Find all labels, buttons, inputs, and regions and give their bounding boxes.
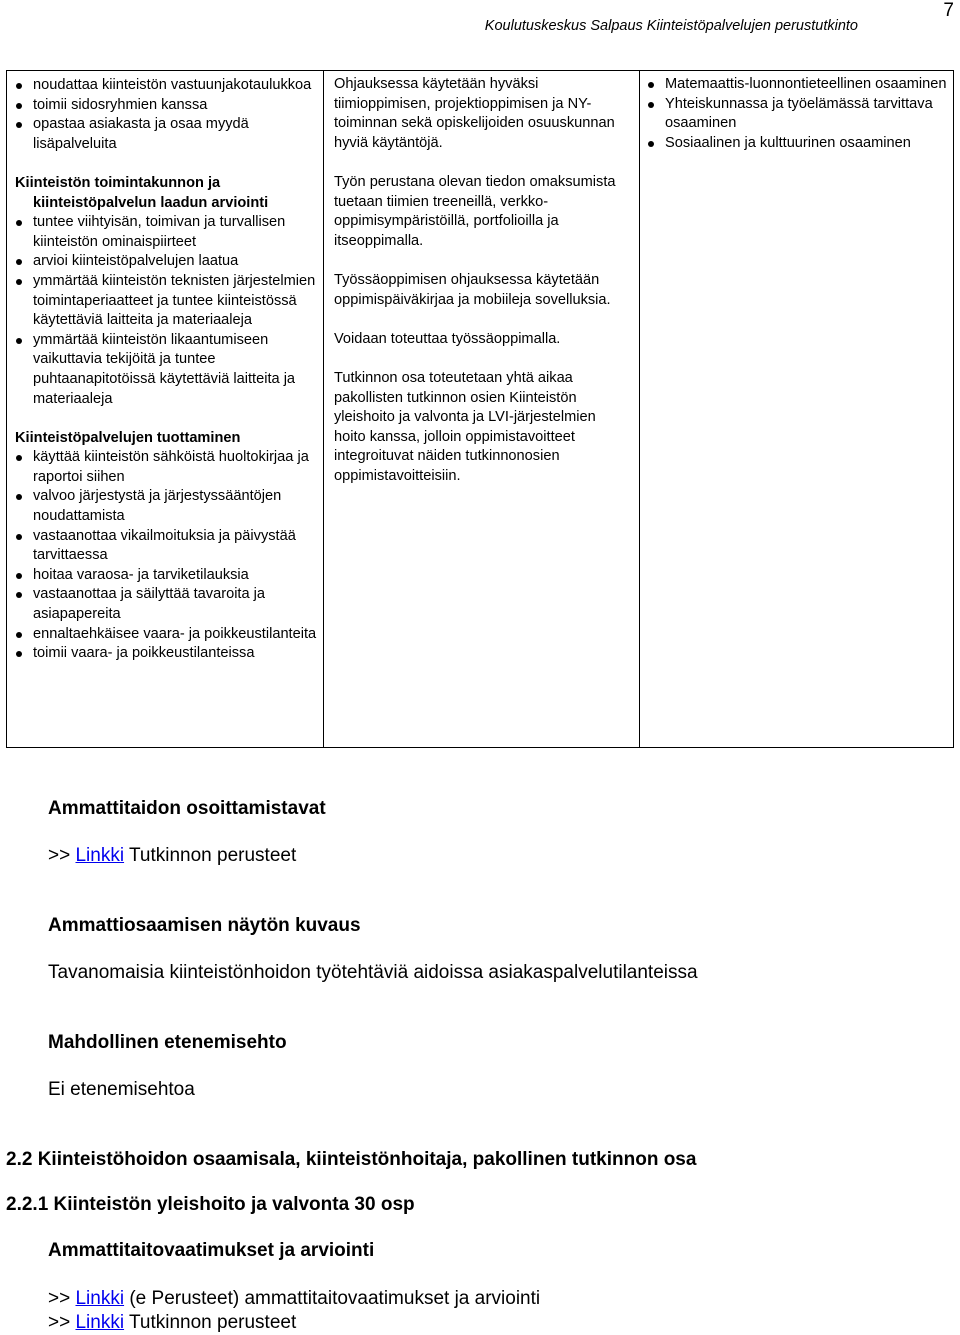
- list-item: valvoo järjestystä ja järjestyssääntöjen noudattamista: [15, 487, 317, 526]
- paragraph: Voidaan toteuttaa työssäoppimalla.: [334, 330, 561, 347]
- list-item: Yhteiskunnassa ja työelämässä tarvittava osaaminen: [647, 95, 949, 134]
- running-header: Koulutuskeskus Salpaus Kiinteistöpalvelujen perustutkinto: [484, 18, 858, 34]
- link-description: Tutkinnon perusteet: [129, 1312, 297, 1333]
- link-description: Tutkinnon perusteet: [129, 845, 297, 866]
- link-prefix: >>: [48, 1312, 71, 1333]
- proof-heading: Ammattiosaamisen näytön kuvaus: [48, 915, 361, 936]
- link-tutkinnon-perusteet[interactable]: Linkki: [75, 1312, 125, 1333]
- demo-link-line: [0, 844, 960, 868]
- list-item: opastaa asiakasta ja osaa myydä lisäpalveluita: [15, 115, 317, 154]
- requirements-link-line-1: [0, 1287, 960, 1311]
- list-item: tuntee viihtyisän, toimivan ja turvallisen kiinteistön ominaispiirteet: [15, 213, 317, 252]
- section-heading-line: kiinteistöpalvelun laadun arviointi: [33, 194, 269, 211]
- competence-table: [6, 70, 954, 748]
- list-item: ennaltaehkäisee vaara- ja poikkeustilanteita: [15, 625, 317, 645]
- list-item: toimii vaara- ja poikkeustilanteissa: [15, 644, 317, 664]
- paragraph: Työn perustana olevan tiedon omaksumista tuetaan tiimien treeneillä, verkko-oppimisympäristöillä, portfolioilla ja itseoppimalla.: [334, 173, 616, 249]
- section-title-2-2: 2.2 Kiinteistöhoidon osaamisala, kiinteistönhoitaja, pakollinen tutkinnon osa: [6, 1149, 697, 1170]
- production-list: [15, 448, 317, 664]
- list-item: Sosiaalinen ja kulttuurinen osaaminen: [647, 134, 949, 154]
- list-item: vastaanottaa ja säilyttää tavaroita ja asiapapereita: [15, 585, 317, 624]
- prereq-text: Ei etenemisehtoa: [48, 1079, 195, 1100]
- link-e-perusteet[interactable]: Linkki: [75, 1288, 125, 1309]
- list-item: käyttää kiinteistön sähköistä huoltokirjaa ja raportoi siihen: [15, 448, 317, 487]
- paragraph: Työssäoppimisen ohjauksessa käytetään oppimispäiväkirjaa ja mobiileja sovelluksia.: [334, 271, 611, 308]
- list-item: ymmärtää kiinteistön teknisten järjestelmien toimintaperiaatteet ja tuntee kiinteistössä käytettäviä laitteita ja materiaaleja: [15, 272, 317, 331]
- proof-text: Tavanomaisia kiinteistönhoidon työtehtäviä aidoissa asiakaspalvelutilanteissa: [48, 962, 698, 983]
- link-perusteet[interactable]: Linkki: [75, 845, 125, 866]
- link-prefix: >>: [48, 1288, 71, 1309]
- list-item: ymmärtää kiinteistön likaantumiseen vaikuttavia tekijöitä ja tuntee puhtaanapitotöissä käytettäviä laitteita ja materiaaleja: [15, 331, 317, 409]
- intro-list: [15, 76, 317, 154]
- section-heading: [15, 174, 317, 213]
- link-prefix: >>: [48, 845, 71, 866]
- paragraph: Tutkinnon osa toteutetaan yhtä aikaa pakollisten tutkinnon osien Kiinteistön yleishoito ja valvonta ja LVI-järjestelmien hoito kanssa, jolloin oppimistavoitteet integroituvat näiden tutkinnonosien oppimistavoitteisiin.: [334, 369, 596, 484]
- assessment-list: [15, 213, 317, 409]
- list-item: noudattaa kiinteistön vastuunjakotaulukkoa: [15, 76, 317, 96]
- section-title-2-2-1: 2.2.1 Kiinteistön yleishoito ja valvonta 30 osp: [6, 1194, 415, 1215]
- prereq-heading: Mahdollinen etenemisehto: [48, 1032, 287, 1053]
- section-heading: Kiinteistöpalvelujen tuottaminen: [15, 429, 241, 446]
- table-column-skills: [7, 71, 323, 747]
- list-item: hoitaa varaosa- ja tarviketilauksia: [15, 566, 317, 586]
- table-column-key-competences: [639, 71, 955, 747]
- paragraph: Ohjauksessa käytetään hyväksi tiimioppimisen, projektioppimisen ja NY-toiminnan sekä opiskelijoiden osuuskunnan hyviä käytäntöjä.: [334, 76, 615, 151]
- list-item: arvioi kiinteistöpalvelujen laatua: [15, 252, 317, 272]
- table-column-guidance: [323, 71, 639, 747]
- list-item: Matemaattis-luonnontieteellinen osaaminen: [647, 75, 949, 95]
- page-number: 7: [943, 0, 954, 21]
- link-description: (e Perusteet) ammattitaitovaatimukset ja arviointi: [129, 1288, 541, 1309]
- requirements-link-line-2: [0, 1311, 960, 1335]
- list-item: vastaanottaa vikailmoituksia ja päivystää tarvittaessa: [15, 527, 317, 566]
- section-heading-line: Kiinteistön toimintakunnon ja: [15, 174, 221, 191]
- demo-heading: Ammattitaidon osoittamistavat: [48, 798, 326, 819]
- key-competence-list: [647, 75, 949, 153]
- list-item: toimii sidosryhmien kanssa: [15, 96, 317, 116]
- requirements-heading: Ammattitaitovaatimukset ja arviointi: [48, 1240, 375, 1261]
